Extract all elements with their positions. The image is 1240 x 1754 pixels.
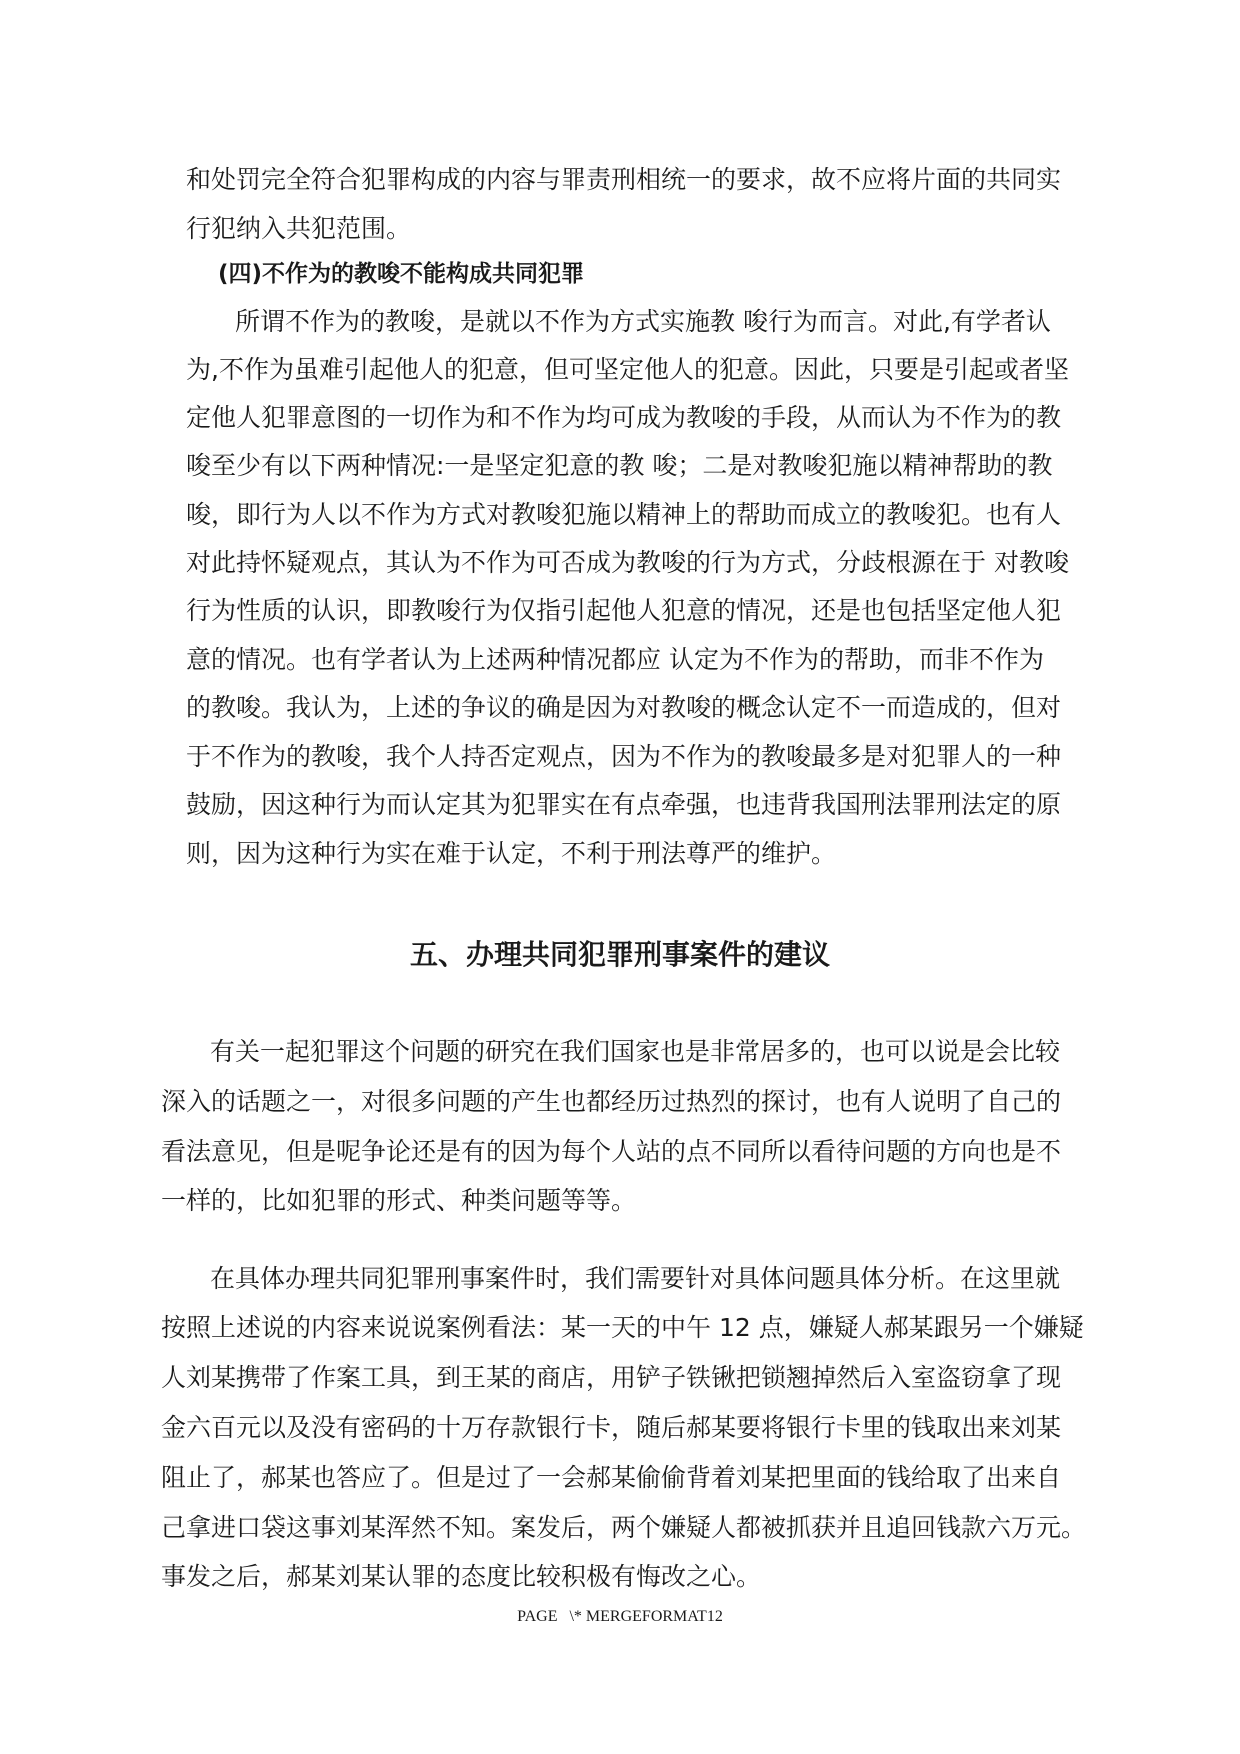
- paragraph-2-line-5: 唆，即行为人以不作为方式对教唆犯施以精神上的帮助而成立的教唆犯。也有人: [186, 500, 1062, 529]
- paragraph-4-line-4: 金六百元以及没有密码的十万存款银行卡，随后郝某要将银行卡里的钱取出来刘某: [161, 1413, 1062, 1442]
- paragraph-2-line-4: 唆至少有以下两种情况:一是坚定犯意的教 唆；二是对教唆犯施以精神帮助的教: [186, 451, 1053, 480]
- paragraph-2-line-1: 所谓不作为的教唆，是就以不作为方式实施教 唆行为而言。对此,有学者认: [235, 307, 1051, 336]
- paragraph-4-line-5: 阻止了，郝某也答应了。但是过了一会郝某偷偷背着刘某把里面的钱给取了出来自: [161, 1463, 1062, 1492]
- paragraph-4-line-3: 人刘某携带了作案工具，到王某的商店，用铲子铁锹把锁翘掉然后入室盗窃拿了现: [161, 1363, 1062, 1392]
- subheading-section-4: (四)不作为的教唆不能构成共同犯罪: [218, 261, 585, 287]
- paragraph-1-line-1: 和处罚完全符合犯罪构成的内容与罪责刑相统一的要求，故不应将片面的共同实: [186, 165, 1062, 194]
- paragraph-2-line-8: 意的情况。也有学者认为上述两种情况都应 认定为不作为的帮助，而非不作为: [186, 645, 1044, 674]
- paragraph-3-line-2: 深入的话题之一，对很多问题的产生也都经历过热烈的探讨，也有人说明了自己的: [161, 1087, 1062, 1116]
- paragraph-2-line-10: 于不作为的教唆，我个人持否定观点，因为不作为的教唆最多是对犯罪人的一种: [186, 742, 1062, 771]
- paragraph-4-line-2: 按照上述说的内容来说说案例看法：某一天的中午 12 点，嫌疑人郝某跟另一个嫌疑: [161, 1313, 1084, 1342]
- paragraph-3-line-4: 一样的，比如犯罪的形式、种类问题等等。: [161, 1186, 637, 1215]
- paragraph-4-line-1: 在具体办理共同犯罪刑事案件时，我们需要针对具体问题具体分析。在这里就: [210, 1264, 1061, 1293]
- paragraph-1-line-2: 行犯纳入共犯范围。: [186, 214, 412, 243]
- paragraph-2-line-3: 定他人犯罪意图的一切作为和不作为均可成为教唆的手段，从而认为不作为的教: [186, 403, 1062, 432]
- paragraph-2-line-6: 对此持怀疑观点，其认为不作为可否成为教唆的行为方式，分歧根源在于 对教唆: [186, 548, 1069, 577]
- paragraph-3-line-3: 看法意见，但是呢争论还是有的因为每个人站的点不同所以看待问题的方向也是不: [161, 1137, 1062, 1166]
- page-number-footer: PAGE \* MERGEFORMAT12: [517, 1608, 723, 1625]
- paragraph-2-line-12: 则，因为这种行为实在难于认定，不利于刑法尊严的维护。: [186, 839, 837, 868]
- paragraph-4-line-7: 事发之后，郝某刘某认罪的态度比较积极有悔改之心。: [161, 1562, 762, 1591]
- paragraph-2-line-2: 为,不作为虽难引起他人的犯意，但可坚定他人的犯意。因此，只要是引起或者坚: [186, 355, 1069, 384]
- paragraph-2-line-9: 的教唆。我认为，上述的争议的确是因为对教唆的概念认定不一而造成的，但对: [186, 693, 1062, 722]
- paragraph-2-line-11: 鼓励，因这种行为而认定其为犯罪实在有点牵强，也违背我国刑法罪刑法定的原: [186, 790, 1062, 819]
- paragraph-4-line-6: 己拿进口袋这事刘某浑然不知。案发后，两个嫌疑人都被抓获并且追回钱款六万元。: [161, 1513, 1087, 1542]
- paragraph-3-line-1: 有关一起犯罪这个问题的研究在我们国家也是非常居多的，也可以说是会比较: [210, 1037, 1061, 1066]
- section-5-title: 五、办理共同犯罪刑事案件的建议: [409, 938, 830, 971]
- paragraph-2-line-7: 行为性质的认识，即教唆行为仅指引起他人犯意的情况，还是也包括坚定他人犯: [186, 596, 1062, 625]
